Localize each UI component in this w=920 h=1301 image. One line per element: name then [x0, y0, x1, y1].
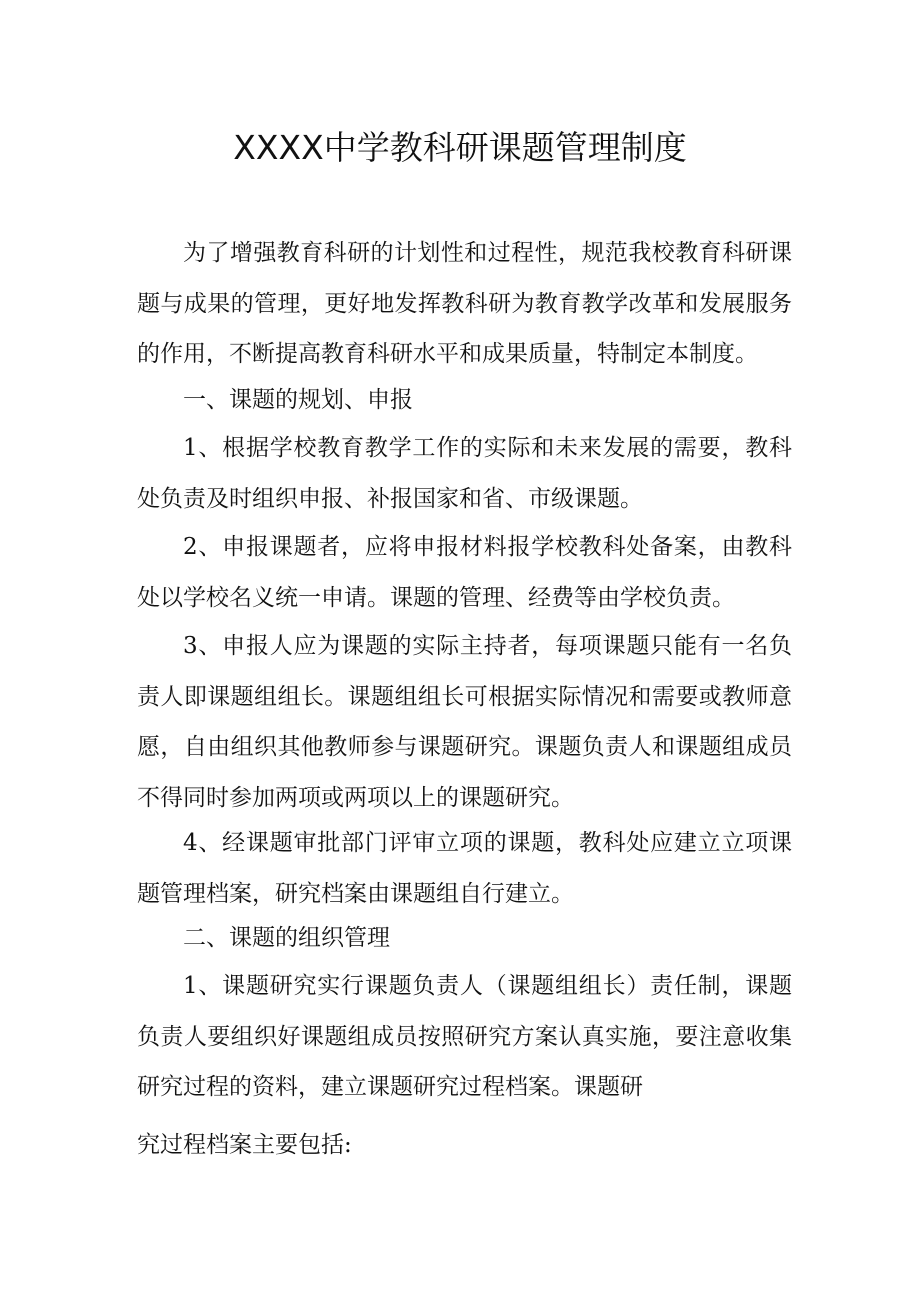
section-heading-planning: 一、课题的规划、申报	[183, 387, 413, 413]
section-heading-organization: 二、课题的组织管理	[183, 925, 390, 951]
section1-item-3: 3、申报人应为课题的实际主持者，每项课题只能有一名负责人即课题组组长。课题组组长可根据实际情况和需要或教师意愿，自由组织其他教师参与课题研究。课题负责人和课题组成员不得同时参加两项或两项以上的课题研究。	[137, 633, 792, 811]
section1-item-1: 1、根据学校教育教学工作的实际和未来发展的需要，教科处负责及时组织申报、补报国家和省、市级课题。	[137, 435, 792, 512]
section2-tail-text: 究过程档案主要包括:	[137, 1132, 352, 1158]
section2-item-1: 1、课题研究实行课题负责人（课题组组长）责任制，课题负责人要组织好课题组成员按照研究方案认真实施，要注意收集研究过程的资料，建立课题研究过程档案。课题研	[137, 973, 792, 1100]
section1-item-4: 4、经课题审批部门评审立项的课题，教科处应建立立项课题管理档案，研究档案由课题组自行建立。	[137, 830, 792, 907]
document-title: XXXX中学教科研课题管理制度	[233, 128, 687, 167]
intro-paragraph: 为了增强教育科研的计划性和过程性，规范我校教育科研课题与成果的管理，更好地发挥教科研为教育教学改革和发展服务的作用，不断提高教育科研水平和成果质量，特制定本制度。	[137, 240, 792, 367]
section1-item-2: 2、申报课题者，应将申报材料报学校教科处备案，由教科处以学校名义统一申请。课题的管理、经费等由学校负责。	[137, 534, 792, 611]
